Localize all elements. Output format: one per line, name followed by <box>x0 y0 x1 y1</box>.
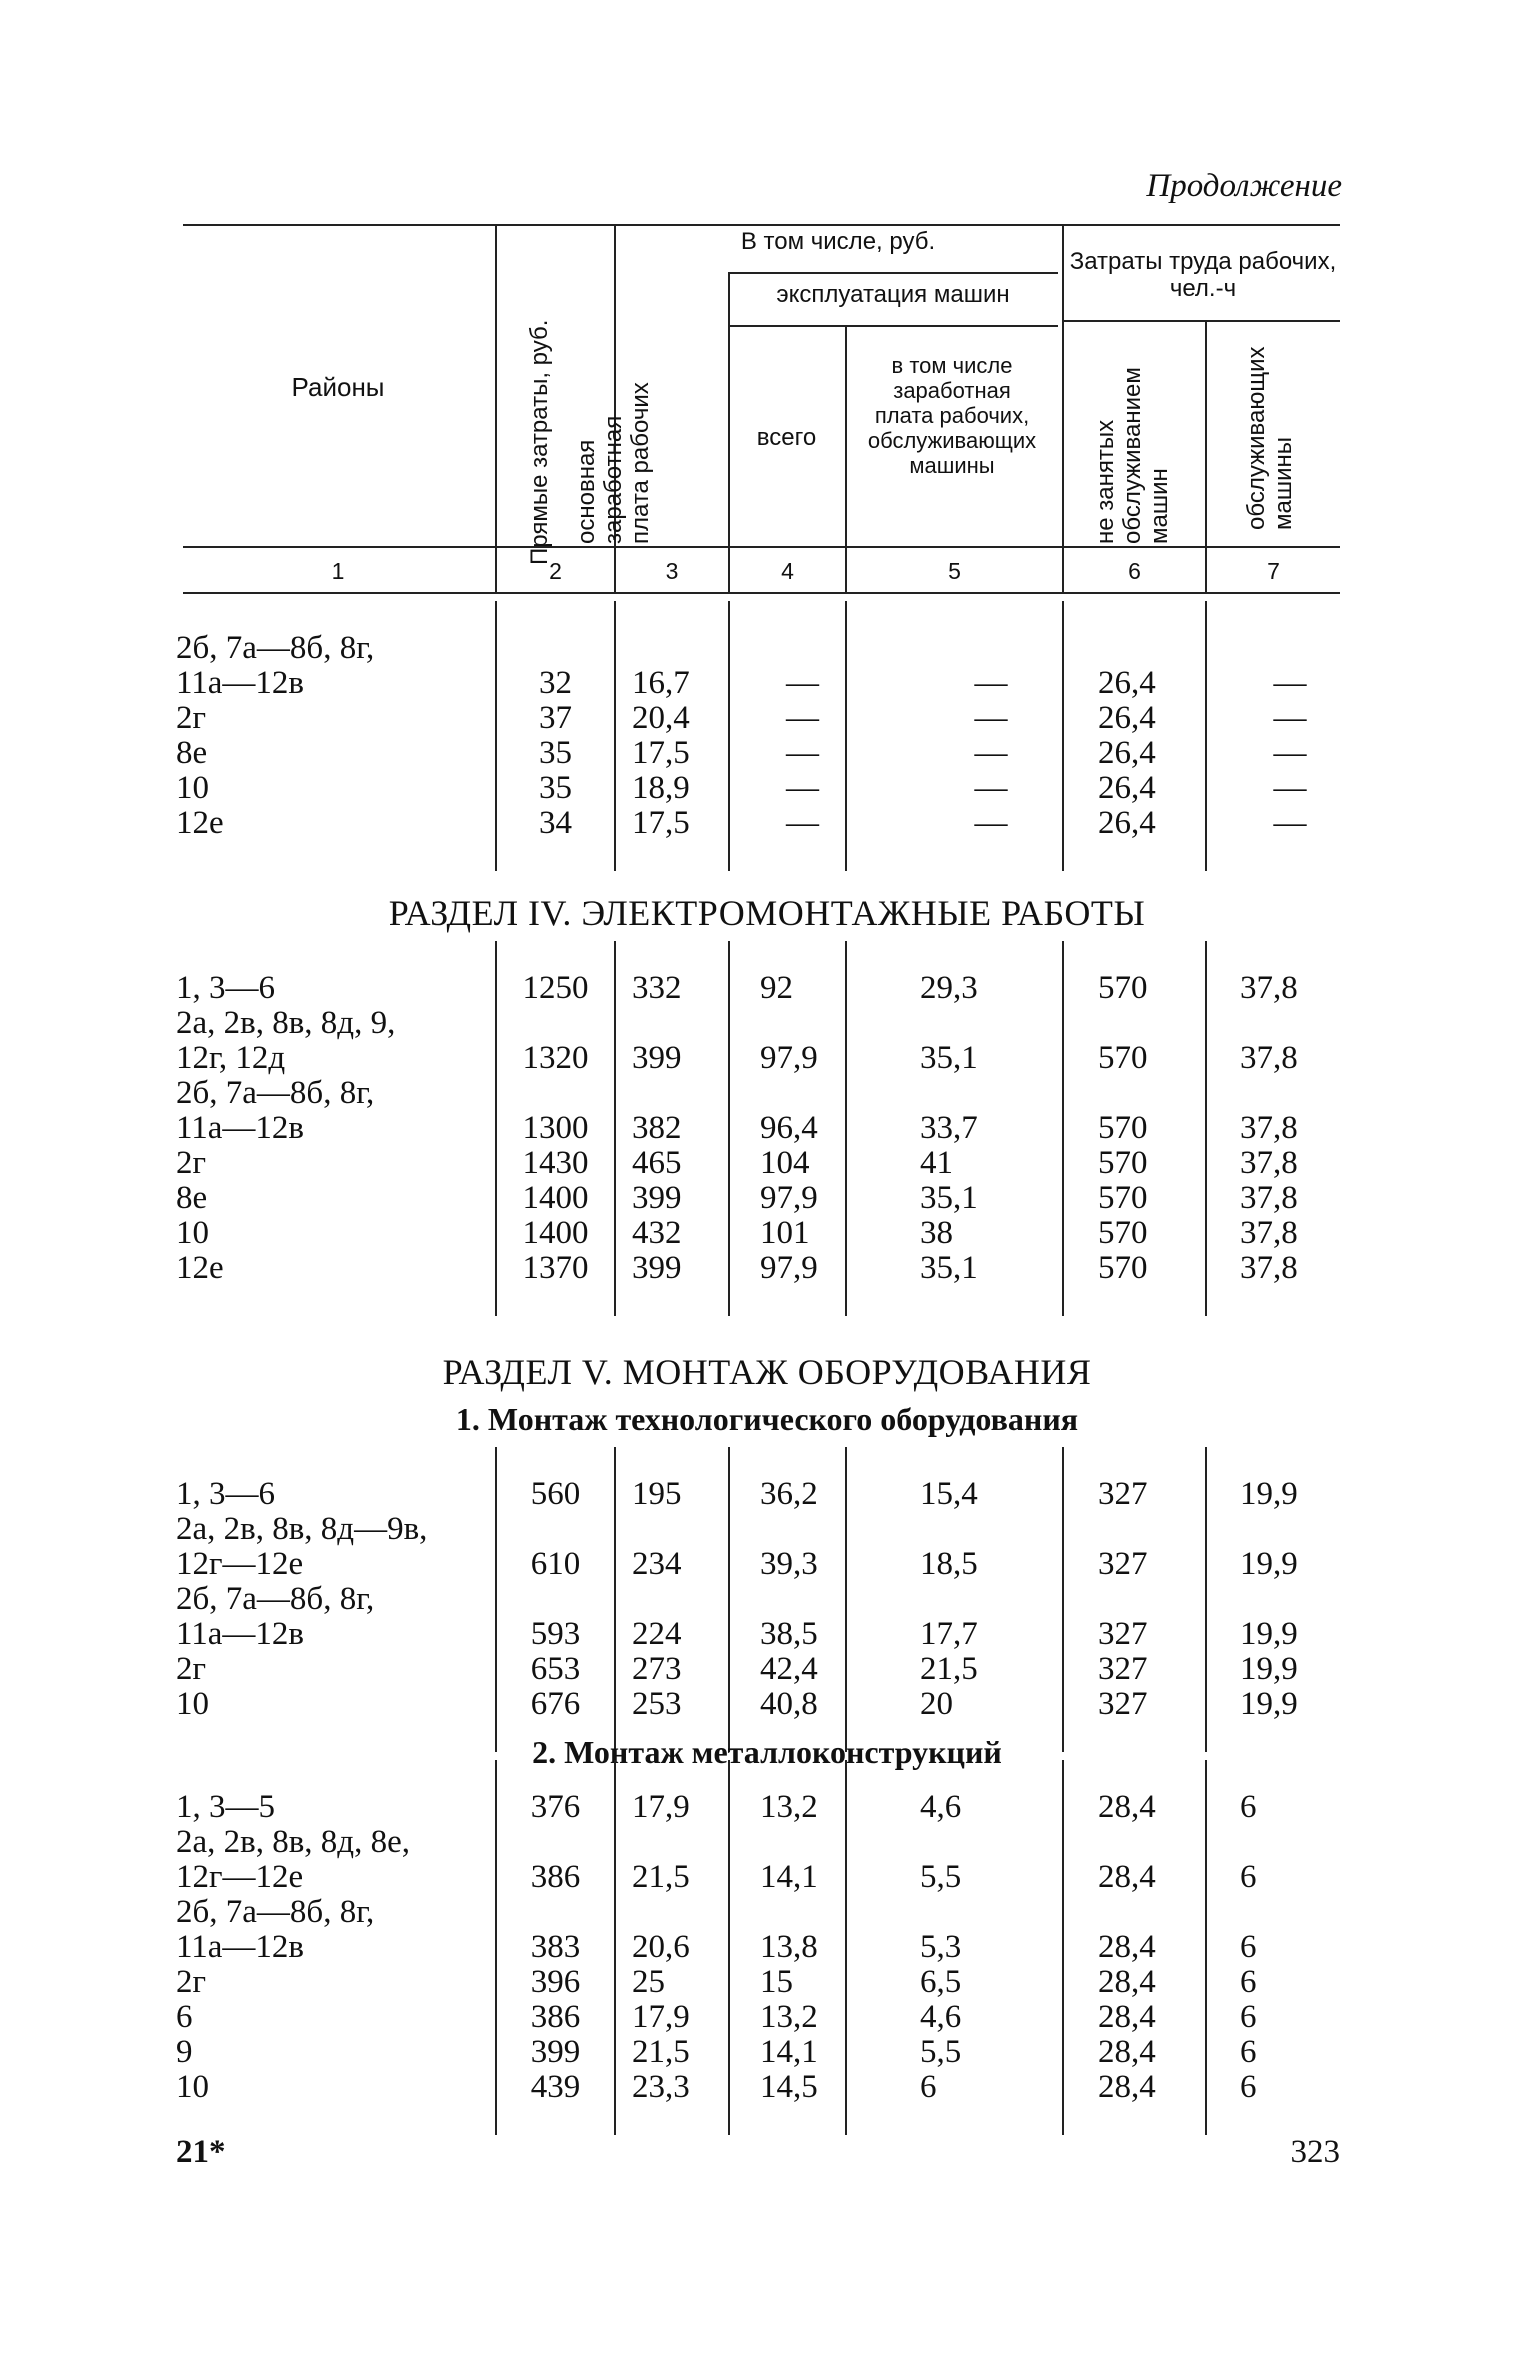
value-cell-c7: — <box>1273 805 1307 841</box>
value-cell-c3: 23,3 <box>632 2069 690 2105</box>
value-cell-c6: 570 <box>1098 1040 1148 1076</box>
value-cell-c3: 21,5 <box>632 2034 690 2070</box>
value-cell-c7: 19,9 <box>1240 1686 1298 1722</box>
district-cell: 2б, 7а—8б, 8г, 11а—12в <box>176 1581 375 1652</box>
value-cell-c7: 6 <box>1240 1964 1257 2000</box>
col-number: 5 <box>948 558 961 584</box>
value-cell-c2: 1370 <box>522 1250 589 1286</box>
value-cell-c3: 399 <box>632 1250 682 1286</box>
header-ne-zanyatyh: не занятых обслуживанием машин <box>1092 367 1173 544</box>
value-cell-c2: 396 <box>530 1964 581 2000</box>
column-rule <box>1205 1760 1207 2135</box>
value-cell-c3: 432 <box>632 1215 682 1251</box>
value-cell-c5: 35,1 <box>920 1180 978 1216</box>
district-cell: 10 <box>176 1686 209 1722</box>
column-rule <box>1205 1447 1207 1752</box>
value-cell-c4: 97,9 <box>760 1250 818 1286</box>
value-cell-c7: 6 <box>1240 1789 1257 1825</box>
value-cell-c5: 33,7 <box>920 1110 978 1146</box>
value-cell-c7: — <box>1273 665 1307 701</box>
value-cell-c3: 399 <box>632 1180 682 1216</box>
header-pryamye: Прямые затраты, руб. <box>526 319 553 565</box>
value-cell-c7: 37,8 <box>1240 970 1298 1006</box>
value-cell-c7: 37,8 <box>1240 1215 1298 1251</box>
district-cell: 2а, 2в, 8в, 8д, 9, 12г, 12д <box>176 1005 396 1076</box>
district-cell: 10 <box>176 770 209 806</box>
value-cell-c2: 376 <box>530 1789 581 1825</box>
value-cell-c4: 13,8 <box>760 1929 818 1965</box>
value-cell-c6: 28,4 <box>1098 1859 1156 1895</box>
header-osnovnaya: основная заработная плата рабочих <box>573 382 654 544</box>
district-cell: 2б, 7а—8б, 8г, 11а—12в <box>176 1894 375 1965</box>
district-cell: 9 <box>176 2034 193 2070</box>
district-cell: 10 <box>176 1215 209 1251</box>
header-v-tom-chisle-zp: в том числе заработная плата рабочих, обслуживающих машины <box>867 353 1037 478</box>
value-cell-c2: 610 <box>530 1546 581 1582</box>
value-cell-c6: 28,4 <box>1098 1789 1156 1825</box>
value-cell-c7: 19,9 <box>1240 1546 1298 1582</box>
value-cell-c5: — <box>974 700 1008 736</box>
value-cell-c4: 104 <box>760 1145 810 1181</box>
value-cell-c3: 17,5 <box>632 735 690 771</box>
value-cell-c6: 28,4 <box>1098 1929 1156 1965</box>
district-cell: 12е <box>176 1250 224 1286</box>
value-cell-c2: 1250 <box>522 970 589 1006</box>
district-cell: 2г <box>176 1145 207 1181</box>
district-cell: 10 <box>176 2069 209 2105</box>
section-title: РАЗДЕЛ IV. ЭЛЕКТРОМОНТАЖНЫЕ РАБОТЫ <box>388 893 1146 933</box>
value-cell-c5: 17,7 <box>920 1616 978 1652</box>
column-rule <box>495 1760 497 2135</box>
value-cell-c3: 332 <box>632 970 682 1006</box>
value-cell-c5: 5,5 <box>920 1859 962 1895</box>
value-cell-c7: 6 <box>1240 2034 1257 2070</box>
value-cell-c4: 40,8 <box>760 1686 818 1722</box>
header-obsluzhivayushih: обслуживающих машины <box>1243 346 1297 530</box>
district-cell: 2г <box>176 1964 207 2000</box>
value-cell-c5: 20 <box>920 1686 953 1722</box>
value-cell-c4: 15 <box>760 1964 793 2000</box>
column-rule <box>614 941 616 1316</box>
district-cell: 2а, 2в, 8в, 8д, 8е, 12г—12е <box>176 1824 410 1895</box>
district-cell: 2г <box>176 1651 207 1687</box>
value-cell-c7: — <box>1273 735 1307 771</box>
header-bottom-rule <box>183 592 1340 594</box>
column-rule <box>495 601 497 871</box>
value-cell-c2: 1400 <box>522 1215 589 1251</box>
value-cell-c7: — <box>1273 770 1307 806</box>
value-cell-c2: 439 <box>530 2069 581 2105</box>
column-rule <box>728 1760 730 2135</box>
value-cell-c3: 25 <box>632 1964 665 2000</box>
col-number: 4 <box>781 558 794 584</box>
col-number: 2 <box>549 558 562 584</box>
value-cell-c3: 273 <box>632 1651 682 1687</box>
district-cell: 6 <box>176 1999 193 2035</box>
value-cell-c7: 37,8 <box>1240 1250 1298 1286</box>
column-rule <box>845 601 847 871</box>
value-cell-c5: 4,6 <box>920 1999 962 2035</box>
value-cell-c5: — <box>974 805 1008 841</box>
value-cell-c6: 570 <box>1098 1145 1148 1181</box>
column-rule <box>1062 1447 1064 1752</box>
value-cell-c6: 28,4 <box>1098 2069 1156 2105</box>
value-cell-c3: 20,6 <box>632 1929 690 1965</box>
column-rule <box>728 1447 730 1752</box>
value-cell-c5: — <box>974 770 1008 806</box>
column-rule <box>614 601 616 871</box>
district-cell: 2б, 7а—8б, 8г, 11а—12в <box>176 1075 375 1146</box>
value-cell-c3: 18,9 <box>632 770 690 806</box>
value-cell-c5: 29,3 <box>920 970 978 1006</box>
district-cell: 1, 3—5 <box>176 1789 275 1825</box>
value-cell-c5: — <box>974 735 1008 771</box>
value-cell-c6: 28,4 <box>1098 2034 1156 2070</box>
section-title: РАЗДЕЛ V. МОНТАЖ ОБОРУДОВАНИЯ <box>442 1352 1092 1392</box>
value-cell-c5: — <box>974 665 1008 701</box>
value-cell-c4: 13,2 <box>760 1999 818 2035</box>
value-cell-c5: 4,6 <box>920 1789 962 1825</box>
column-rule <box>495 941 497 1316</box>
column-rule <box>614 1447 616 1752</box>
value-cell-c7: 6 <box>1240 1859 1257 1895</box>
value-cell-c5: 6,5 <box>920 1964 962 2000</box>
value-cell-c4: 97,9 <box>760 1040 818 1076</box>
page-number: 323 <box>1290 2134 1340 2170</box>
value-cell-c6: 570 <box>1098 1110 1148 1146</box>
value-cell-c4: 96,4 <box>760 1110 818 1146</box>
value-cell-c2: 32 <box>539 665 572 701</box>
column-rule <box>614 1760 616 2135</box>
value-cell-c6: 26,4 <box>1098 735 1156 771</box>
continuation-label: Продолжение <box>1146 168 1342 204</box>
district-cell: 12е <box>176 805 224 841</box>
column-rule <box>845 1760 847 2135</box>
value-cell-c5: 41 <box>920 1145 953 1181</box>
value-cell-c3: 465 <box>632 1145 682 1181</box>
column-rule <box>1062 941 1064 1316</box>
value-cell-c2: 37 <box>539 700 572 736</box>
value-cell-c4: — <box>786 805 819 841</box>
value-cell-c2: 676 <box>530 1686 581 1722</box>
value-cell-c2: 1430 <box>522 1145 589 1181</box>
value-cell-c3: 17,5 <box>632 805 690 841</box>
district-cell: 2а, 2в, 8в, 8д—9в, 12г—12е <box>176 1511 428 1582</box>
column-rule <box>728 601 730 871</box>
header-rayony: Районы <box>291 372 385 402</box>
section-subtitle: 1. Монтаж технологического оборудования <box>455 1401 1079 1437</box>
district-cell: 8е <box>176 735 208 771</box>
value-cell-c6: 570 <box>1098 1215 1148 1251</box>
value-cell-c6: 327 <box>1098 1546 1148 1582</box>
value-cell-c2: 560 <box>530 1476 581 1512</box>
value-cell-c3: 20,4 <box>632 700 690 736</box>
header-zatraty-truda: Затраты труда рабочих, чел.-ч <box>1069 248 1337 302</box>
value-cell-c6: 26,4 <box>1098 805 1156 841</box>
value-cell-c6: 570 <box>1098 970 1148 1006</box>
value-cell-c4: 14,1 <box>760 1859 818 1895</box>
value-cell-c7: 6 <box>1240 2069 1257 2105</box>
value-cell-c2: 1320 <box>522 1040 589 1076</box>
column-rule <box>1205 941 1207 1316</box>
value-cell-c6: 26,4 <box>1098 665 1156 701</box>
value-cell-c6: 570 <box>1098 1180 1148 1216</box>
value-cell-c6: 327 <box>1098 1651 1148 1687</box>
value-cell-c2: 399 <box>530 2034 581 2070</box>
value-cell-c4: 14,1 <box>760 2034 818 2070</box>
value-cell-c6: 26,4 <box>1098 770 1156 806</box>
value-cell-c6: 327 <box>1098 1476 1148 1512</box>
value-cell-c4: — <box>786 735 819 771</box>
column-rule <box>495 1447 497 1752</box>
value-cell-c2: 386 <box>530 1999 581 2035</box>
value-cell-c7: 6 <box>1240 1929 1257 1965</box>
column-rule <box>728 941 730 1316</box>
value-cell-c3: 16,7 <box>632 665 690 701</box>
column-rule <box>1062 1760 1064 2135</box>
header-vsego: всего <box>756 424 817 451</box>
value-cell-c6: 327 <box>1098 1616 1148 1652</box>
district-cell: 1, 3—6 <box>176 1476 275 1512</box>
col-number: 3 <box>665 558 679 584</box>
value-cell-c5: 18,5 <box>920 1546 978 1582</box>
value-cell-c4: 14,5 <box>760 2069 818 2105</box>
district-cell: 1, 3—6 <box>176 970 275 1006</box>
value-cell-c2: 386 <box>530 1859 581 1895</box>
value-cell-c4: — <box>786 665 819 701</box>
value-cell-c7: 37,8 <box>1240 1110 1298 1146</box>
value-cell-c4: 36,2 <box>760 1476 818 1512</box>
value-cell-c4: — <box>786 770 819 806</box>
value-cell-c6: 327 <box>1098 1686 1148 1722</box>
district-cell: 2б, 7а—8б, 8г, 11а—12в <box>176 630 375 701</box>
header-top-rule <box>183 224 1340 226</box>
value-cell-c7: 37,8 <box>1240 1145 1298 1181</box>
value-cell-c3: 253 <box>632 1686 682 1722</box>
value-cell-c3: 382 <box>632 1110 682 1146</box>
value-cell-c7: 6 <box>1240 1999 1257 2035</box>
value-cell-c5: 35,1 <box>920 1250 978 1286</box>
value-cell-c5: 5,5 <box>920 2034 962 2070</box>
value-cell-c2: 383 <box>530 1929 581 1965</box>
value-cell-c2: 1400 <box>522 1180 589 1216</box>
column-rule <box>845 1447 847 1752</box>
value-cell-c4: 101 <box>760 1215 810 1251</box>
value-cell-c4: 42,4 <box>760 1651 818 1687</box>
value-cell-c4: 92 <box>760 970 793 1006</box>
value-cell-c5: 35,1 <box>920 1040 978 1076</box>
value-cell-c3: 399 <box>632 1040 682 1076</box>
value-cell-c3: 17,9 <box>632 1789 690 1825</box>
value-cell-c3: 224 <box>632 1616 682 1652</box>
value-cell-c7: 37,8 <box>1240 1040 1298 1076</box>
column-rule <box>1205 601 1207 871</box>
value-cell-c4: 97,9 <box>760 1180 818 1216</box>
value-cell-c2: 35 <box>539 770 572 806</box>
col-number: 7 <box>1267 558 1280 584</box>
value-cell-c4: 39,3 <box>760 1546 818 1582</box>
value-cell-c7: 19,9 <box>1240 1476 1298 1512</box>
header-v-tom-chisle: В том числе, руб. <box>740 228 936 255</box>
district-cell: 8е <box>176 1180 208 1216</box>
value-cell-c4: 13,2 <box>760 1789 818 1825</box>
value-cell-c4: — <box>786 700 819 736</box>
value-cell-c3: 234 <box>632 1546 682 1582</box>
col-number: 1 <box>331 558 345 584</box>
value-cell-c7: 37,8 <box>1240 1180 1298 1216</box>
column-rule <box>1062 601 1064 871</box>
value-cell-c6: 28,4 <box>1098 1999 1156 2035</box>
value-cell-c5: 6 <box>920 2069 937 2105</box>
value-cell-c6: 26,4 <box>1098 700 1156 736</box>
district-cell: 2г <box>176 700 207 736</box>
value-cell-c2: 593 <box>530 1616 581 1652</box>
header-ekspluatatsiya: эксплуатация машин <box>776 281 1010 308</box>
value-cell-c2: 653 <box>530 1651 581 1687</box>
value-cell-c3: 195 <box>632 1476 682 1512</box>
value-cell-c6: 570 <box>1098 1250 1148 1286</box>
value-cell-c2: 34 <box>539 805 572 841</box>
value-cell-c2: 35 <box>539 735 572 771</box>
value-cell-c6: 28,4 <box>1098 1964 1156 2000</box>
signature-mark: 21* <box>176 2134 226 2170</box>
value-cell-c5: 5,3 <box>920 1929 962 1965</box>
header-mid-rule <box>183 546 1340 548</box>
value-cell-c7: 19,9 <box>1240 1616 1298 1652</box>
value-cell-c7: 19,9 <box>1240 1651 1298 1687</box>
section-subtitle: 2. Монтаж металлоконструкций <box>532 1734 1002 1770</box>
column-rule <box>845 941 847 1316</box>
value-cell-c5: 15,4 <box>920 1476 978 1512</box>
value-cell-c7: — <box>1273 700 1307 736</box>
value-cell-c4: 38,5 <box>760 1616 818 1652</box>
value-cell-c5: 38 <box>920 1215 953 1251</box>
value-cell-c5: 21,5 <box>920 1651 978 1687</box>
col-number: 6 <box>1128 558 1141 584</box>
value-cell-c3: 17,9 <box>632 1999 690 2035</box>
value-cell-c2: 1300 <box>522 1110 589 1146</box>
value-cell-c3: 21,5 <box>632 1859 690 1895</box>
